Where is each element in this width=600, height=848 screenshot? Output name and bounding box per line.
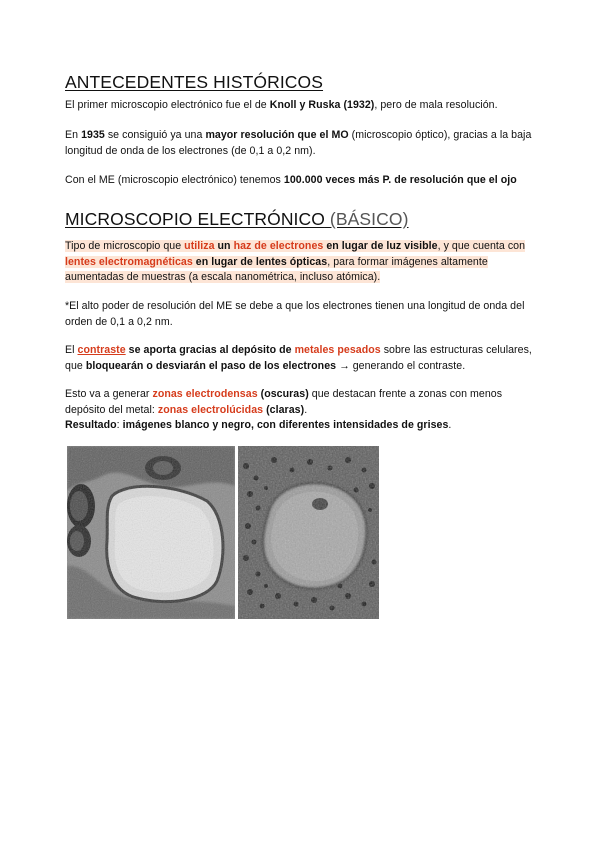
bold-text-imagenes: imágenes blanco y negro, con diferentes intensidades de grises: [122, 419, 449, 431]
cell-nucleus-micrograph-image: [238, 446, 379, 619]
text-run: En: [65, 129, 82, 141]
text-run: , para formar imágenes altamente aumentadas de muestras (a escala nanométrica, incluso atómica).: [65, 255, 488, 283]
text-run: .: [448, 419, 452, 431]
red-text-electrolucidas: zonas electrolúcidas: [157, 403, 264, 416]
bold-text-1935: 1935: [81, 129, 105, 141]
red-text-electrodensas: zonas electrodensas: [152, 388, 258, 400]
red-text-metales-pesados: metales pesados: [294, 344, 381, 356]
bold-text-deposito: se aporta gracias al depósito de: [125, 344, 295, 356]
paragraph-poder-resolucion: [65, 299, 545, 330]
text-run: Tipo de microscopio que: [65, 240, 185, 252]
title-subtitle: (BÁSICO): [324, 209, 409, 229]
text-run: , pero de mala resolución.: [374, 99, 498, 111]
bold-text-mayor-resolucion: mayor resolución que el MO: [205, 129, 349, 141]
bold-text-bloquearan: bloquearán o desviarán el paso de los electrones: [85, 359, 337, 372]
text-run: sobre las estructuras celulares, que: [65, 344, 532, 372]
paragraph-zonas: [65, 387, 545, 434]
text-run: .: [304, 403, 308, 416]
section-title-microscopio: [65, 209, 409, 230]
paragraph-1935: [65, 128, 545, 159]
cell-nucleus-micrograph-svg: [238, 446, 379, 619]
red-text-contraste: contraste: [77, 344, 126, 356]
paragraph-me-resolucion: [65, 173, 545, 189]
text-run: que destacan frente a zonas con menos depósito del metal:: [65, 388, 503, 416]
paragraph-tipo-microscopio: [65, 239, 545, 286]
paragraph-knoll-ruska: [65, 98, 545, 114]
text-run: :: [116, 419, 123, 431]
text-run: El primer microscopio electrónico fue el de: [65, 99, 270, 111]
section-title-antecedentes: [65, 72, 323, 93]
text-run: Con el ME (microscopio electrónico) tenemos: [65, 174, 284, 186]
red-text-utiliza: utiliza: [184, 240, 215, 252]
red-text-lentes: lentes electromagnéticas: [65, 255, 193, 268]
text-run: un: [214, 240, 234, 252]
text-run: , y que cuenta con: [437, 240, 526, 252]
capillary-micrograph-image: [67, 446, 235, 619]
text-run: → generando el contraste.: [336, 359, 466, 372]
capillary-micrograph-svg: [67, 446, 235, 619]
bold-text-knoll-ruska: Knoll y Ruska (1932): [269, 99, 375, 111]
text-run: se consiguió ya una: [104, 129, 206, 141]
red-text-haz-electrones: haz de electrones: [233, 240, 324, 252]
bold-text-luz-visible: en lugar de luz visible: [323, 240, 438, 252]
text-run: El: [65, 344, 78, 356]
text-run: *El alto poder de resolución del ME se debe a que los electrones tienen una longitud de onda del orden de 0,1 a 0,2 nm.: [65, 300, 525, 328]
bold-text-claras: (claras): [263, 403, 305, 416]
title-text: MICROSCOPIO ELECTRÓNICO: [65, 209, 325, 229]
paragraph-contraste: [65, 343, 545, 374]
highlighted-block: [65, 240, 525, 283]
bold-text-100000: 100.000 veces más P. de resolución que el ojo: [283, 174, 517, 186]
bold-text-resultado: Resultado: [65, 419, 117, 431]
text-run: (microscopio óptico), gracias a la baja longitud de onda de los electrones (de 0,1 a 0,2 nm).: [65, 129, 532, 157]
bold-text-oscuras: (oscuras): [257, 388, 309, 400]
title-text: ANTECEDENTES HISTÓRICOS: [65, 72, 324, 92]
text-run: Esto va a generar: [65, 388, 153, 400]
bold-text-lentes-opticas: en lugar de lentes ópticas: [192, 255, 328, 268]
